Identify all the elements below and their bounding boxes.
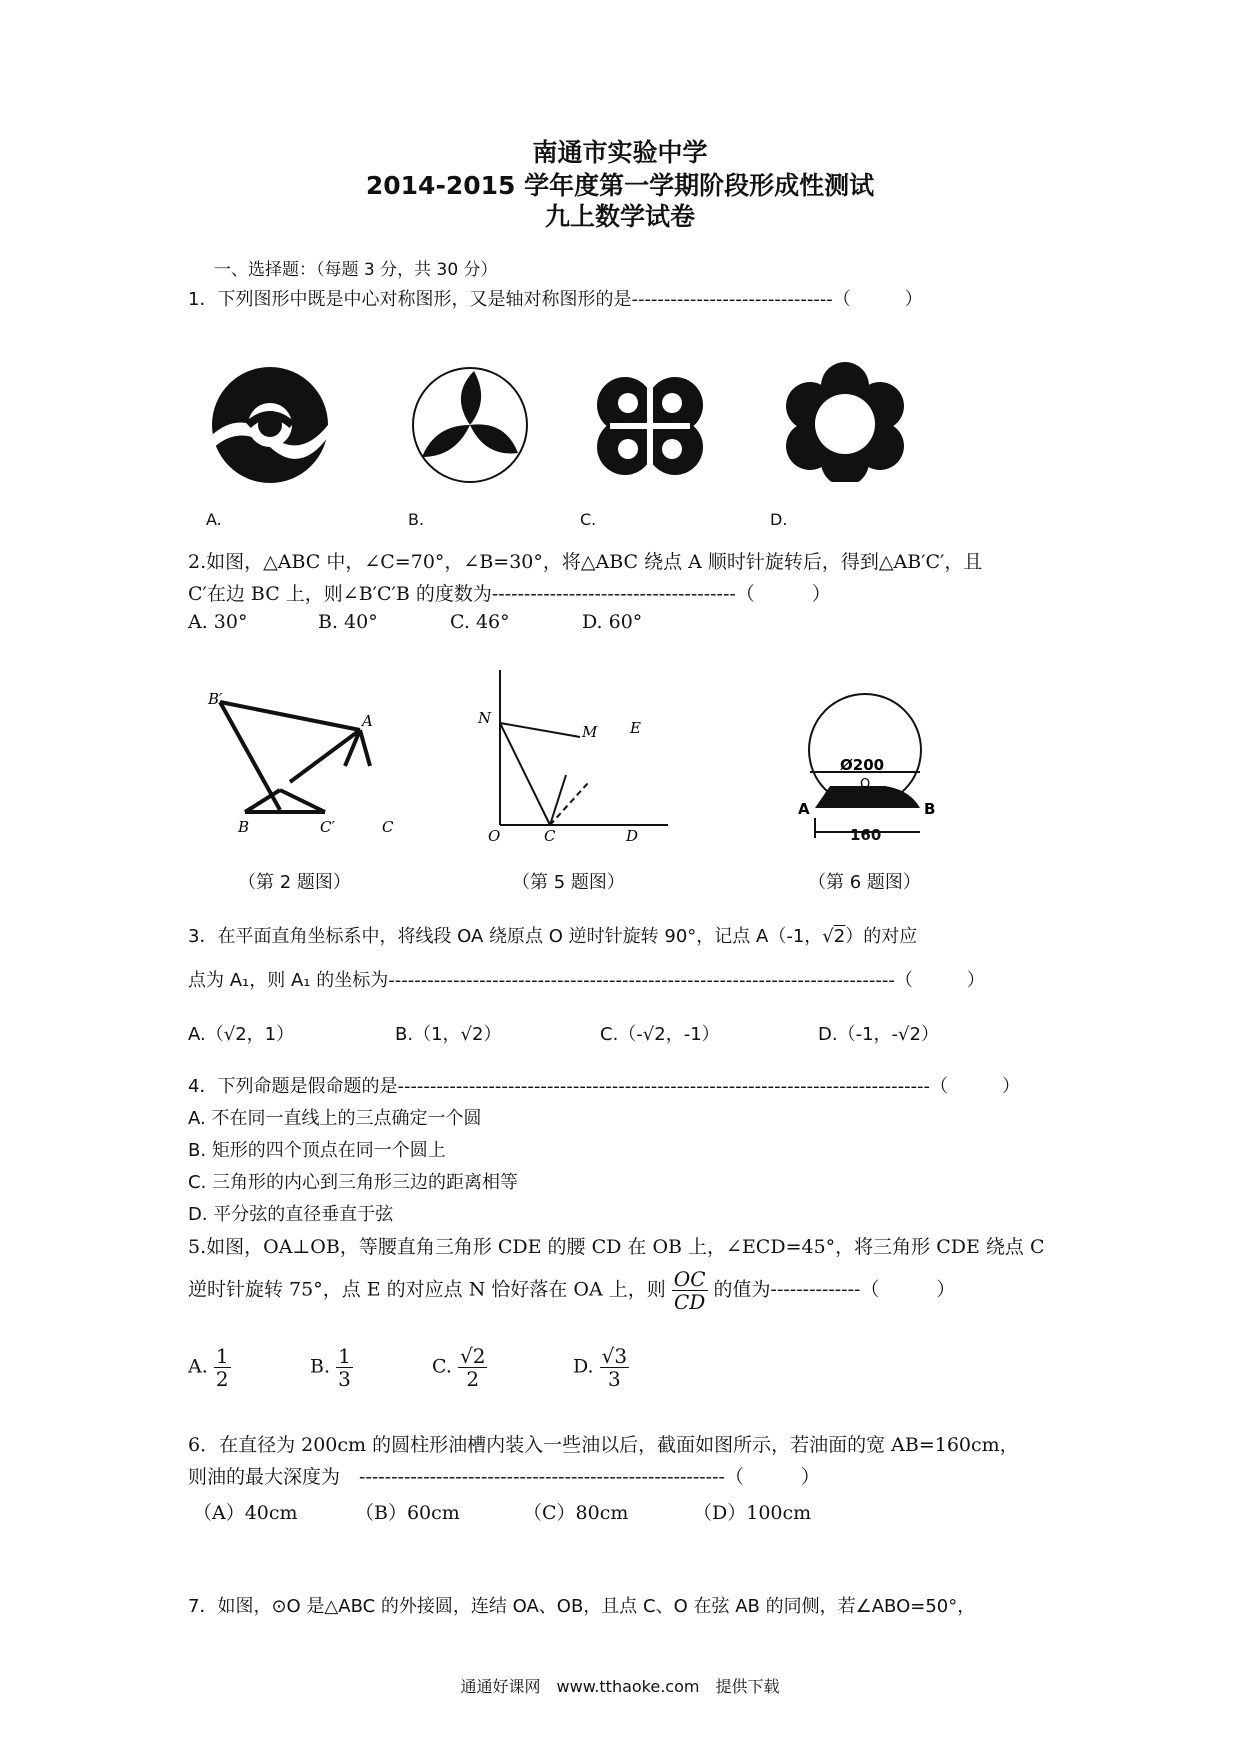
figure-6-caption: （第 6 题图） xyxy=(808,872,921,893)
q5-line2-pre: 逆时针旋转 75°，点 E 的对应点 N 恰好落在 OA 上，则 xyxy=(188,1278,666,1301)
fig5-label-o: O xyxy=(488,827,501,845)
fig2-label-a: A xyxy=(362,712,373,730)
q3-option-a: A.（√2，1） xyxy=(188,1024,295,1045)
q1-figure-d xyxy=(785,362,905,482)
fig6-label-a: A xyxy=(798,800,810,818)
question-5-line-1: 5.如图，OA⊥OB，等腰直角三角形 CDE 的腰 CD 在 OB 上，∠ECD=45°，将三角形 CDE 绕点 C xyxy=(188,1236,1045,1258)
fig6-label-b: B xyxy=(924,800,936,818)
q4-option-b: B. 矩形的四个顶点在同一个圆上 xyxy=(188,1140,446,1161)
fig2-label-c: C xyxy=(382,818,394,836)
section-heading: 一、选择题：（每题 3 分，共 30 分） xyxy=(214,260,498,280)
fig6-label-width: 160 xyxy=(850,826,882,844)
q1-figure-b xyxy=(410,365,530,485)
q3-option-d: D.（-1，-√2） xyxy=(818,1024,939,1045)
page-footer: 通通好课网 www.tthaoke.com 提供下载 xyxy=(460,1677,780,1696)
q4-option-d: D. 平分弦的直径垂直于弦 xyxy=(188,1204,394,1225)
figure-2-diagram xyxy=(200,690,420,840)
q2-option-b: B. 40° xyxy=(318,611,378,633)
fig6-label-diameter: Ø200 xyxy=(840,756,885,774)
q1-option-d: D. xyxy=(770,510,788,529)
q3-line1-pre: 3．在平面直角坐标系中，将线段 OA 绕原点 O 逆时针旋转 90°，记点 A（-1， xyxy=(188,926,823,947)
question-3-line-1 xyxy=(188,922,917,948)
q1-option-c: C. xyxy=(580,510,597,529)
fig5-label-d: D xyxy=(626,827,639,845)
question-3-line-2: 点为 A₁，则 A₁ 的坐标为------------------------------------------------------------------------------（ ） xyxy=(188,970,985,991)
q4-option-c: C. 三角形的内心到三角形三边的距离相等 xyxy=(188,1172,519,1193)
q4-option-a: A. 不在同一直线上的三点确定一个圆 xyxy=(188,1108,482,1129)
fig6-label-o: O xyxy=(860,777,871,792)
fig5-label-e: E xyxy=(630,719,641,737)
figure-2-caption: （第 2 题图） xyxy=(238,872,351,893)
question-2-line-2: C′在边 BC 上，则∠B′C′B 的度数为--------------------------------------（ ） xyxy=(188,583,831,605)
q1-figure-a xyxy=(210,365,330,485)
q5-fraction: $\frac{OC}{CD}$ xyxy=(673,1267,706,1314)
term-title: 2014-2015 学年度第一学期阶段形成性测试 xyxy=(365,171,875,200)
fig2-label-cprime: C′ xyxy=(320,818,335,836)
q5-option-b: B. $\frac{1}{3}$ xyxy=(310,1344,351,1391)
fig5-label-n: N xyxy=(478,709,492,727)
q1-option-a: A. xyxy=(206,510,222,529)
q6-option-c: （C）80cm xyxy=(523,1502,629,1524)
fig2-label-b: B xyxy=(238,818,250,836)
q1-option-b: B. xyxy=(408,510,425,529)
q2-option-a: A. 30° xyxy=(188,611,248,633)
school-title: 南通市实验中学 xyxy=(532,138,708,167)
q2-option-d: D. 60° xyxy=(582,611,643,633)
question-1-text: 1．下列图形中既是中心对称图形，又是轴对称图形的是-------------------------------（ ） xyxy=(188,289,923,310)
question-7-line-1: 7．如图，⊙O 是△ABC 的外接圆，连结 OA、OB，且点 C、O 在弦 AB 的同侧，若∠ABO=50°， xyxy=(188,1596,976,1617)
question-4-text: 4．下列命题是假命题的是----------------------------------------------------------------------------------（ ） xyxy=(188,1076,1021,1097)
q6-option-a: （A）40cm xyxy=(193,1502,298,1524)
question-2-line-1: 2.如图，△ABC 中，∠C=70°，∠B=30°，将△ABC 绕点 A 顺时针旋转后，得到△AB′C′，且 xyxy=(188,551,983,573)
q2-option-c: C. 46° xyxy=(450,611,510,633)
q3-option-c: C.（-√2，-1） xyxy=(600,1024,720,1045)
q5-option-c: C. $\frac{√2}{2}$ xyxy=(432,1344,486,1391)
q5-option-d: D. $\frac{√3}{3}$ xyxy=(573,1344,628,1391)
q5-option-a: A. $\frac{1}{2}$ xyxy=(188,1344,229,1391)
paper-title: 九上数学试卷 xyxy=(544,202,695,231)
question-6-line-2: 则油的最大深度为 ---------------------------------------------------------（ ） xyxy=(188,1466,820,1488)
figure-5-caption: （第 5 题图） xyxy=(512,872,625,893)
q5-line2-post: 的值为--------------（ ） xyxy=(713,1278,956,1301)
fig5-label-m: M xyxy=(582,723,598,741)
question-6-line-1: 6．在直径为 200cm 的圆柱形油槽内装入一些油以后，截面如图所示，若油面的宽 AB=160cm， xyxy=(188,1434,1019,1456)
question-5-line-2 xyxy=(188,1268,955,1313)
q3-sqrt: √2 xyxy=(822,926,846,947)
q6-option-b: （B）60cm xyxy=(355,1502,460,1524)
q1-figure-c xyxy=(590,365,710,485)
figure-6-diagram xyxy=(790,690,940,850)
q6-option-d: （D）100cm xyxy=(693,1502,812,1524)
q3-line1-post: ）的对应 xyxy=(845,926,918,947)
fig5-label-c: C xyxy=(544,827,556,845)
fig2-label-bprime: B′ xyxy=(208,690,223,708)
figure-5-diagram xyxy=(470,665,680,845)
q3-option-b: B.（1，√2） xyxy=(395,1024,502,1045)
